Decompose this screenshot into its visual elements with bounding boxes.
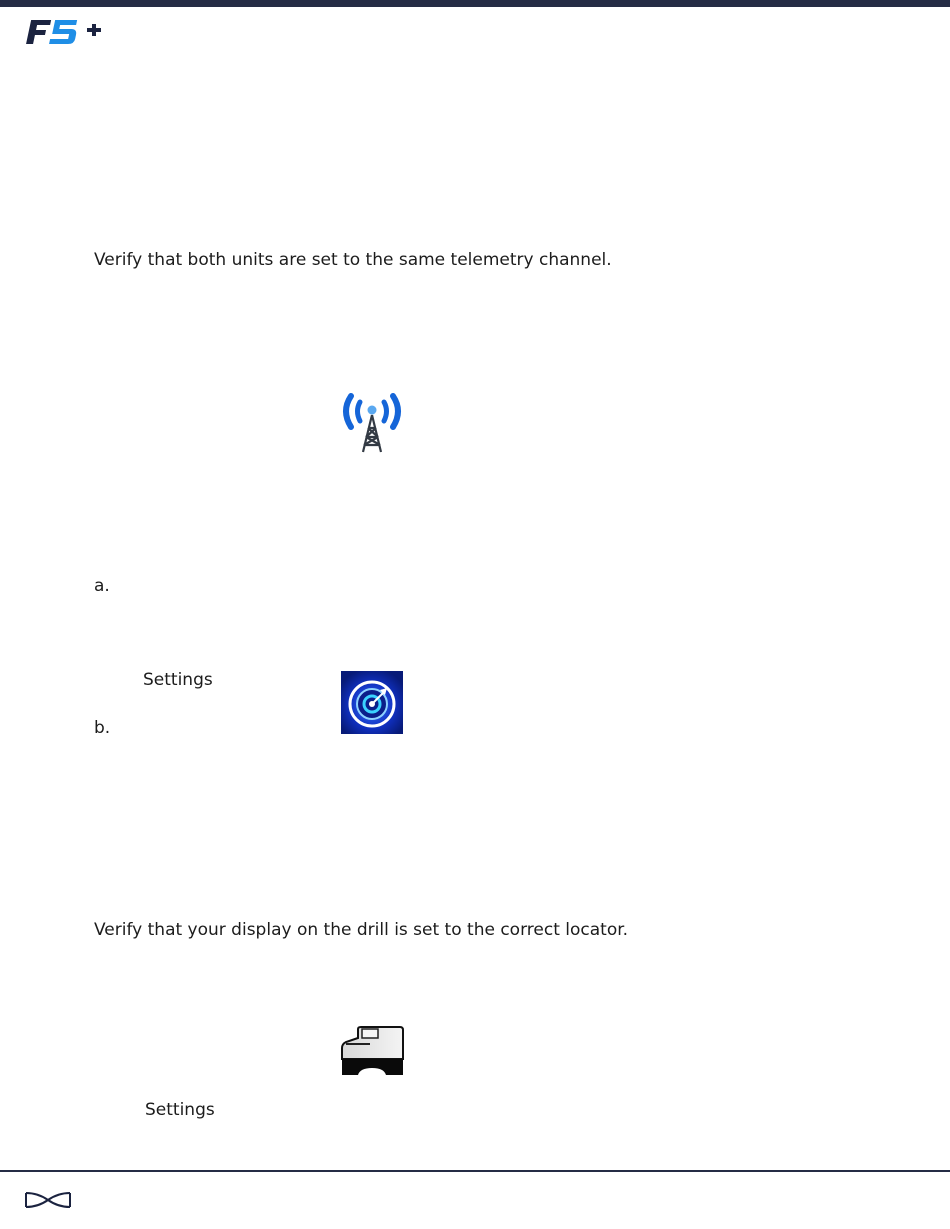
radio-tower-icon: [338, 388, 406, 454]
header-bar: [0, 0, 950, 7]
settings-label-2: Settings: [145, 1100, 215, 1120]
footer-divider: [0, 1170, 950, 1172]
f5-plus-logo: [26, 16, 102, 48]
step-a-marker: a.: [94, 576, 110, 596]
locator-instruction: Verify that your display on the drill is set to the correct locator.: [94, 920, 629, 940]
settings-label: Settings: [143, 670, 213, 690]
telemetry-instruction: Verify that both units are set to the same telemetry channel.: [94, 250, 612, 270]
step-b-marker: b.: [94, 718, 111, 738]
locator-device-icon: [340, 1026, 404, 1076]
target-settings-icon: [341, 671, 403, 734]
dci-logo-icon: [24, 1190, 72, 1210]
